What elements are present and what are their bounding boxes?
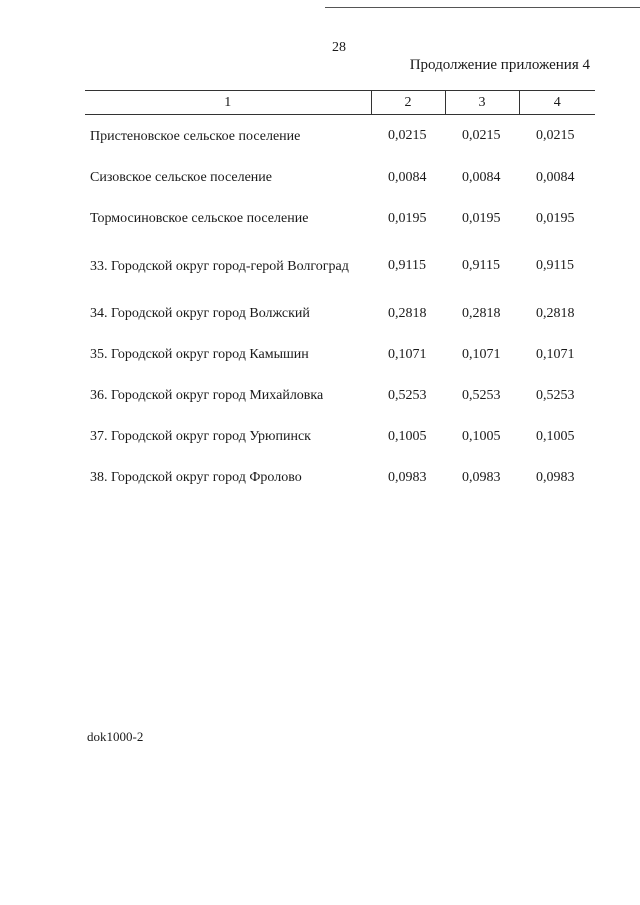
value-col4-cell: 0,9115 — [536, 258, 574, 273]
data-table — [85, 90, 595, 498]
column-header-2: 2 — [371, 91, 445, 115]
value-col4-cell: 0,5253 — [536, 387, 575, 403]
row-name-cell: 36. Городской округ город Михайловка — [90, 388, 324, 403]
value-col3-cell: 0,0983 — [462, 469, 501, 485]
value-col2-cell: 0,0195 — [388, 210, 427, 226]
value-col4-cell: 0,0983 — [536, 469, 575, 485]
column-header-3: 3 — [445, 91, 519, 115]
value-col4-cell: 0,0084 — [536, 169, 575, 185]
value-col2-cell: 0,9115 — [388, 258, 426, 273]
value-col4-cell: 0,0215 — [536, 128, 575, 143]
value-col2-cell: 0,5253 — [388, 387, 427, 403]
value-col2-cell: 0,0983 — [388, 469, 427, 485]
value-col4-cell: 0,1005 — [536, 428, 575, 444]
column-header-1: 1 — [85, 91, 371, 115]
row-name-cell: 35. Городской округ город Камышин — [90, 347, 309, 362]
row-name-cell: Сизовское сельское поселение — [90, 170, 272, 185]
table-row — [85, 198, 595, 239]
row-name-cell: 37. Городской округ город Урюпинск — [90, 429, 311, 444]
value-col4-cell: 0,0195 — [536, 210, 575, 226]
table-row — [85, 416, 595, 457]
value-col3-cell: 0,1071 — [462, 346, 501, 362]
table-row — [85, 157, 595, 198]
table-row — [85, 293, 595, 334]
table-row — [85, 115, 595, 158]
value-col3-cell: 0,1005 — [462, 428, 501, 444]
top-rule — [325, 7, 640, 8]
value-col3-cell: 0,0084 — [462, 169, 501, 185]
value-col4-cell: 0,2818 — [536, 305, 575, 321]
table-row — [85, 239, 595, 293]
row-name-cell: 38. Городской округ город Фролово — [90, 470, 302, 485]
row-name-cell: 34. Городской округ город Волжский — [90, 306, 310, 321]
value-col3-cell: 0,9115 — [462, 258, 500, 273]
value-col2-cell: 0,1071 — [388, 346, 427, 362]
table-row — [85, 334, 595, 375]
row-name-cell: 33. Городской округ город-герой Волгоград — [90, 258, 349, 274]
value-col3-cell: 0,5253 — [462, 387, 501, 403]
value-col3-cell: 0,2818 — [462, 305, 501, 321]
row-name-cell: Пристеновское сельское поселение — [90, 128, 301, 144]
table-row — [85, 457, 595, 498]
table-row — [85, 375, 595, 416]
value-col4-cell: 0,1071 — [536, 346, 575, 362]
continuation-label: Продолжение приложения 4 — [409, 57, 590, 73]
value-col3-cell: 0,0215 — [462, 128, 501, 143]
value-col3-cell: 0,0195 — [462, 210, 501, 226]
value-col2-cell: 0,0215 — [388, 128, 427, 143]
value-col2-cell: 0,0084 — [388, 169, 427, 185]
page-number: 28 — [332, 40, 346, 55]
row-name-cell: Тормосиновское сельское поселение — [90, 211, 309, 226]
value-col2-cell: 0,1005 — [388, 428, 427, 444]
table-header-row — [85, 91, 595, 115]
column-header-4: 4 — [519, 91, 595, 115]
document-code: dok1000-2 — [87, 729, 144, 744]
value-col2-cell: 0,2818 — [388, 305, 427, 321]
